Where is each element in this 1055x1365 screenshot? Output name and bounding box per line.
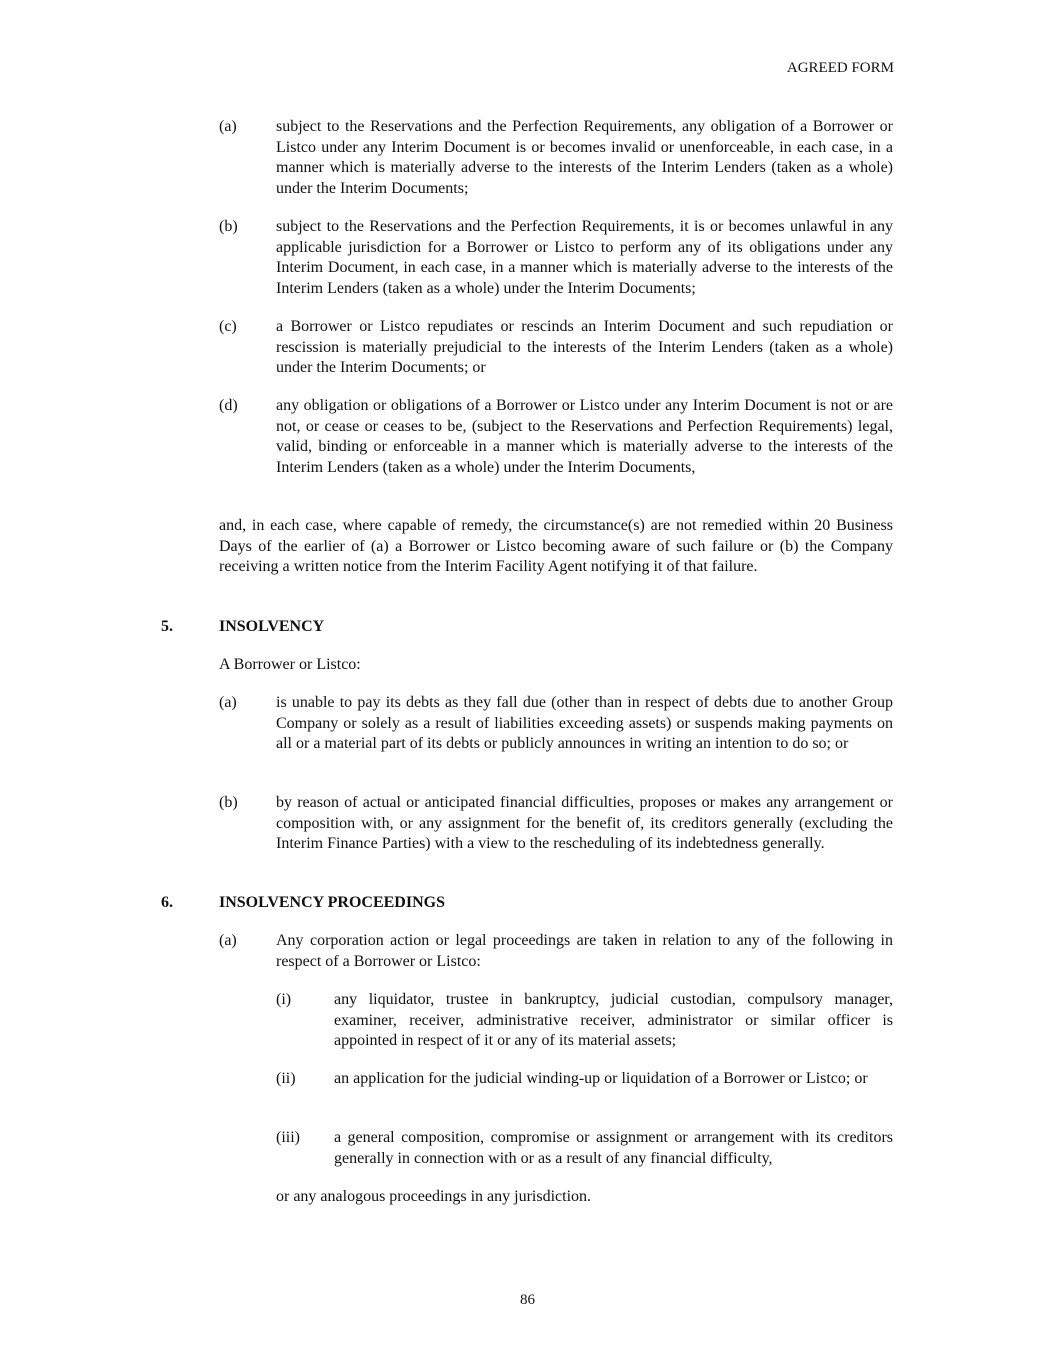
subitem-ii-text: an application for the judicial winding-up or liquidation of a Borrower or Listco; or <box>334 1070 868 1087</box>
section-6-closing: or any analogous proceedings in any jurisdiction. <box>276 1188 592 1205</box>
section-5-item-a-text: is unable to pay its debts as they fall due (other than in respect of debts due to another Group Company or solely as a result of liabilities exceeding assets) or suspends making payments on all or a material part of its debts or publicly announces in writing an intention to do so; or <box>276 694 893 752</box>
section-5-item-b-label: (b) <box>219 794 238 811</box>
document-header: AGREED FORM <box>786 60 894 76</box>
section-5-item-a-label: (a) <box>219 694 237 711</box>
item-d-label: (d) <box>219 397 238 414</box>
section-6-item-a-text: Any corporation action or legal proceedings are taken in relation to any of the following in respect of a Borrower or Listco: <box>276 932 893 970</box>
section-5-number: 5. <box>161 618 173 635</box>
subitem-i-label: (i) <box>276 991 292 1008</box>
item-c-text: a Borrower or Listco repudiates or rescinds an Interim Document and such repudiation or rescission is materially prejudicial to the interests of the Interim Lenders (taken as a whole) under the Interim Documents; or <box>276 318 893 376</box>
section-6-title: INSOLVENCY PROCEEDINGS <box>219 894 445 911</box>
section-5-item-b-text: by reason of actual or anticipated financial difficulties, proposes or makes any arrangement or composition with, or any assignment for the benefit of, its creditors generally (excluding the Interim Finance Parties) with a view to the rescheduling of its indebtedness generally. <box>276 794 893 852</box>
item-d-text: any obligation or obligations of a Borrower or Listco under any Interim Document is not or are not, or cease or ceases to be, (subject to the Reservations and Perfection Requirements) legal, valid, binding or enforceable in a manner which is materially adverse to the interests of the Interim Lenders (taken as a whole) under the Interim Documents, <box>276 397 893 476</box>
item-a-label: (a) <box>219 118 237 135</box>
section-6-number: 6. <box>161 894 173 911</box>
item-b-label: (b) <box>219 218 238 235</box>
section-6-item-a-label: (a) <box>219 932 237 949</box>
subitem-iii-label: (iii) <box>276 1129 300 1146</box>
page-number: 86 <box>520 1292 535 1308</box>
subitem-iii-text: a general composition, compromise or assignment or arrangement with its creditors generally in connection with or as a result of any financial difficulty, <box>334 1129 893 1167</box>
item-c-label: (c) <box>219 318 237 335</box>
item-a-text: subject to the Reservations and the Perfection Requirements, any obligation of a Borrower or Listco under any Interim Document is or becomes invalid or unenforceable, in each case, in a manner which is materially adverse to the interests of the Interim Lenders (taken as a whole) under the Interim Documents; <box>276 118 893 197</box>
section-5-intro: A Borrower or Listco: <box>219 656 361 673</box>
item-b-text: subject to the Reservations and the Perfection Requirements, it is or becomes unlawful in any applicable jurisdiction for a Borrower or Listco to perform any of its obligations under any Interim Document, in each case, in a manner which is materially adverse to the interests of the Interim Lenders (taken as a whole) under the Interim Documents; <box>276 218 893 297</box>
remedy-paragraph: and, in each case, where capable of remedy, the circumstance(s) are not remedied within 20 Business Days of the earlier of (a) a Borrower or Listco becoming aware of such failure or (b) the Company receiving a written notice from the Interim Facility Agent notifying it of that failure. <box>219 517 893 575</box>
subitem-ii-label: (ii) <box>276 1070 296 1087</box>
subitem-i-text: any liquidator, trustee in bankruptcy, judicial custodian, compulsory manager, examiner, receiver, administrative receiver, administrator or similar officer is appointed in respect of it or any of its material assets; <box>334 991 893 1049</box>
section-5-title: INSOLVENCY <box>219 618 325 635</box>
